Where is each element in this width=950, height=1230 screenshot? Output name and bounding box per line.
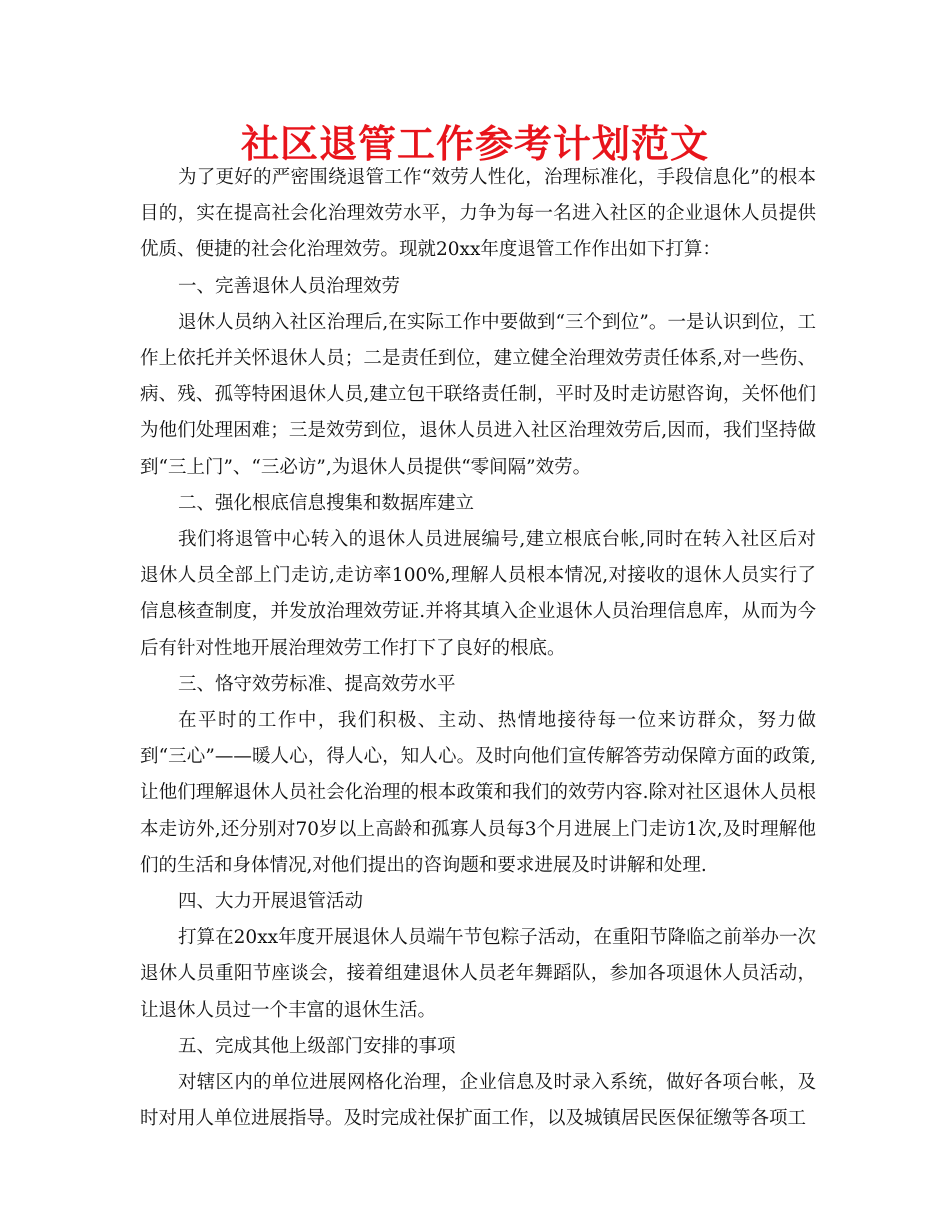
section-heading-1: 一、完善退休人员治理效劳 xyxy=(178,275,401,297)
document-body xyxy=(140,160,816,1137)
section-body-3: 在平时的工作中，我们积极、主动、热情地接待每一位来访群众，努力做到“三心”——暖人心，得人心，知人心。及时向他们宣传解答劳动保障方面的政策,让他们理解退休人员社会化治理的根本政策和我们的效劳内容.除对社区退休人员根本走访外,还分别对70岁以上高龄和孤寡人员每3个月进展上门走访1次,及时理解他们的生活和身体情况,对他们提出的咨询题和要求进展及时讲解和处理. xyxy=(140,710,816,876)
intro-paragraph: 为了更好的严密围绕退管工作“效劳人性化，治理标准化，手段信息化”的根本目的，实在提高社会化治理效劳水平，力争为每一名进入社区的企业退休人员提供优质、便捷的社会化治理效劳。现就20xx年度退管工作作出如下打算： xyxy=(140,167,816,261)
section-heading-3: 三、恪守效劳标准、提高效劳水平 xyxy=(178,673,456,695)
section-body-4: 打算在20xx年度开展退休人员端午节包粽子活动，在重阳节降临之前举办一次退休人员重阳节座谈会，接着组建退休人员老年舞蹈队，参加各项退休人员活动，让退休人员过一个丰富的退休生活。 xyxy=(140,927,816,1021)
section-body-2: 我们将退管中心转入的退休人员进展编号,建立根底台帐,同时在转入社区后对退休人员全部上门走访,走访率100%,理解人员根本情况,对接收的退休人员实行了信息核查制度，并发放治理效劳证.并将其填入企业退休人员治理信息库，从而为今后有针对性地开展治理效劳工作打下了良好的根底。 xyxy=(140,529,816,659)
section-body-5: 对辖区内的单位进展网格化治理，企业信息及时录入系统，做好各项台帐，及时对用人单位进展指导。及时完成社保扩面工作，以及城镇居民医保征缴等各项工 xyxy=(140,1072,816,1130)
section-heading-5: 五、完成其他上级部门安排的事项 xyxy=(178,1035,456,1057)
section-heading-4: 四、大力开展退管活动 xyxy=(178,891,364,913)
document-title: 社区退管工作参考计划范文 xyxy=(240,121,709,166)
section-heading-2: 二、强化根底信息搜集和数据库建立 xyxy=(178,492,475,514)
section-body-1: 退休人员纳入社区治理后,在实际工作中要做到“三个到位”。一是认识到位，工作上依托并关怀退休人员；二是责任到位，建立健全治理效劳责任体系,对一些伤、病、残、孤等特困退休人员,建立包干联络责任制，平时及时走访慰咨询，关怀他们为他们处理困难；三是效劳到位，退休人员进入社区治理效劳后,因而，我们坚持做到“三上门”、“三必访”,为退休人员提供“零间隔”效劳。 xyxy=(140,311,816,478)
